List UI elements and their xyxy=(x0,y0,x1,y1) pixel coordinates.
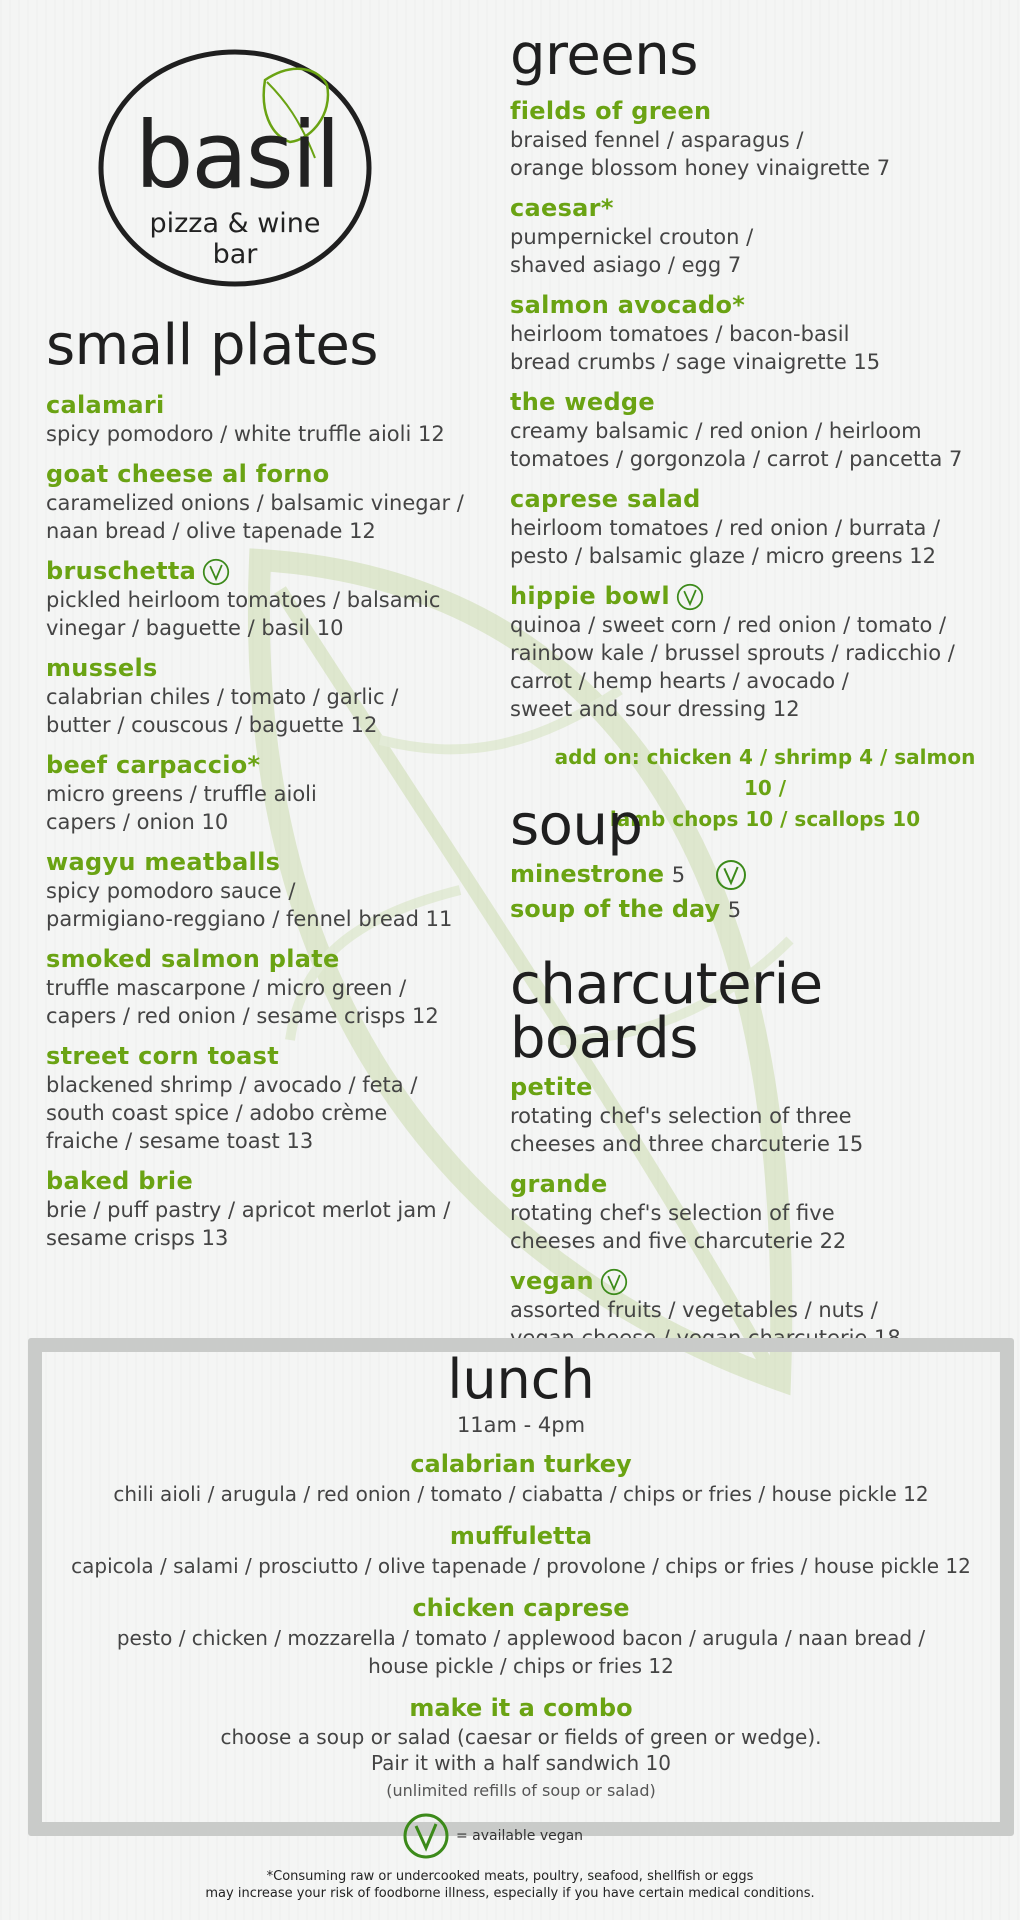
menu-item-name: beef carpaccio* xyxy=(46,751,261,779)
lunch-item-desc: chili aioli / arugula / red onion / tomato / ciabatta / chips or fries / house pickle 12 xyxy=(113,1482,929,1506)
vegan-icon xyxy=(600,1268,628,1296)
soup-item xyxy=(510,857,990,892)
disclaimer: *Consuming raw or undercooked meats, poultry, seafood, shellfish or eggs may increase your risk of foodborne illness, especially if you have certain medical conditions. xyxy=(205,1869,815,1901)
menu-item-desc: assorted fruits / vegetables / nuts / vegan cheese / vegan charcuterie 18 xyxy=(510,1298,901,1350)
menu-item-name-row xyxy=(46,390,486,420)
logo xyxy=(95,40,375,290)
add-on-line-1: add on: chicken 4 / shrimp 4 / salmon 10 / xyxy=(554,745,976,800)
lunch-hours: 11am - 4pm xyxy=(456,1413,586,1437)
combo-desc: choose a soup or salad (caesar or fields of green or wedge). Pair it with a half sandwich 10 xyxy=(220,1725,822,1775)
menu-item-name: grande xyxy=(510,1170,608,1198)
menu-item-name-row xyxy=(510,581,1010,611)
menu-item-desc: micro greens / truffle aioli capers / onion 10 xyxy=(46,782,317,834)
charcuterie-list xyxy=(510,1072,990,1363)
menu-item-name: baked brie xyxy=(46,1167,194,1195)
lunch-title: lunch xyxy=(447,1348,595,1411)
menu-item xyxy=(510,581,1010,723)
menu-item-name: wagyu meatballs xyxy=(46,848,281,876)
menu-item xyxy=(46,944,486,1030)
menu-item-name: the wedge xyxy=(510,388,655,416)
menu-item-name: fields of green xyxy=(510,97,712,125)
menu-item-name: bruschetta xyxy=(46,557,197,585)
charcuterie-title-line-1: charcuterie xyxy=(510,952,823,1017)
soup-item-name: minestrone xyxy=(510,860,665,888)
lunch-item-desc: pesto / chicken / mozzarella / tomato / applewood bacon / arugula / naan bread / house pickle / chips or fries 12 xyxy=(116,1626,926,1678)
menu-item-desc: brie / puff pastry / apricot merlot jam / sesame crisps 13 xyxy=(46,1198,451,1250)
menu-item-desc: rotating chef's selection of three cheeses and three charcuterie 15 xyxy=(510,1104,864,1156)
menu-item-name: caesar* xyxy=(510,194,614,222)
refill-note: (unlimited refills of soup or salad) xyxy=(386,1781,656,1800)
vegan-legend xyxy=(402,1812,583,1860)
menu-item-name: petite xyxy=(510,1073,593,1101)
soup-list xyxy=(510,857,990,927)
charcuterie-title-line-2: boards xyxy=(510,1006,698,1071)
lunch-list xyxy=(28,1448,1014,1680)
menu-item-name: street corn toast xyxy=(46,1042,279,1070)
menu-item-name-row xyxy=(510,96,1010,126)
vegan-icon xyxy=(402,1812,450,1860)
menu-item xyxy=(46,653,486,739)
soup-item-price: 5 xyxy=(671,863,686,887)
lunch-item-name: muffuletta xyxy=(449,1522,593,1550)
menu-item-name: salmon avocado* xyxy=(510,291,746,319)
menu-item xyxy=(510,1072,990,1158)
soup-item-price: 5 xyxy=(727,898,742,922)
menu-item xyxy=(510,193,1010,279)
menu-item-name-row xyxy=(46,944,486,974)
menu-item-name-row xyxy=(510,1169,990,1199)
menu-item-desc: rotating chef's selection of five cheeses and five charcuterie 22 xyxy=(510,1201,847,1253)
menu-item-name: vegan xyxy=(510,1267,594,1295)
menu-item xyxy=(46,750,486,836)
menu-item-name-row xyxy=(46,653,486,683)
menu-item-desc: creamy balsamic / red onion / heirloom tomatoes / gorgonzola / carrot / pancetta 7 xyxy=(510,419,963,471)
menu-item-name: hippie bowl xyxy=(510,582,670,610)
menu-item xyxy=(510,484,1010,570)
menu-item-name-row xyxy=(46,556,486,586)
menu-item-name: calamari xyxy=(46,391,165,419)
vegan-icon xyxy=(676,583,704,611)
greens-title: greens xyxy=(510,23,698,88)
menu-item-name: mussels xyxy=(46,654,158,682)
lunch-item-name: chicken caprese xyxy=(412,1594,630,1622)
small-plates-title: small plates xyxy=(46,313,378,378)
menu-item-name: goat cheese al forno xyxy=(46,460,330,488)
menu-item-name-row xyxy=(46,459,486,489)
menu-item-desc: caramelized onions / balsamic vinegar / naan bread / olive tapenade 12 xyxy=(46,491,464,543)
menu-item-name: caprese salad xyxy=(510,485,701,513)
menu-item xyxy=(510,387,1010,473)
menu-item xyxy=(510,290,1010,376)
lunch-item-name: calabrian turkey xyxy=(410,1450,632,1478)
menu-item-desc: braised fennel / asparagus / orange blossom honey vinaigrette 7 xyxy=(510,128,891,180)
logo-brand-name: basil xyxy=(135,102,339,209)
add-on-line-2: lamb chops 10 / scallops 10 xyxy=(609,807,921,831)
menu-item-desc: pickled heirloom tomatoes / balsamic vinegar / baguette / basil 10 xyxy=(46,588,441,640)
menu-item-name-row xyxy=(510,1266,990,1296)
menu-item xyxy=(46,1041,486,1155)
menu-item-desc: quinoa / sweet corn / red onion / tomato / rainbow kale / brussel sprouts / radicchio / carrot / hemp hearts / avocado / sweet and sour dressing 12 xyxy=(510,613,955,721)
menu-item-name-row xyxy=(46,1041,486,1071)
vegan-icon xyxy=(202,558,230,586)
legend-text: = available vegan xyxy=(456,1828,584,1844)
menu-item-name-row xyxy=(510,484,1010,514)
menu-item-name-row xyxy=(510,193,1010,223)
soup-item-name: soup of the day xyxy=(510,895,721,923)
menu-item-name-row xyxy=(46,847,486,877)
menu-item-name-row xyxy=(510,387,1010,417)
soup-title: soup xyxy=(510,793,643,858)
menu-item xyxy=(510,1169,990,1255)
menu-item-name-row xyxy=(510,1072,990,1102)
combo-name: make it a combo xyxy=(409,1694,633,1722)
menu-item xyxy=(46,847,486,933)
menu-item xyxy=(46,556,486,642)
menu-item xyxy=(510,96,1010,182)
menu-item xyxy=(46,390,486,448)
menu-item-desc: calabrian chiles / tomato / garlic / butter / couscous / baguette 12 xyxy=(46,685,399,737)
lunch-item-desc: capicola / salami / prosciutto / olive tapenade / provolone / chips or fries / house pickle 12 xyxy=(71,1554,971,1578)
menu-item-name: smoked salmon plate xyxy=(46,945,340,973)
menu-item-name-row xyxy=(46,750,486,780)
vegan-icon xyxy=(715,859,747,891)
menu-item-desc: blackened shrimp / avocado / feta / south coast spice / adobo crème fraiche / sesame toast 13 xyxy=(46,1073,418,1153)
soup-item xyxy=(510,892,990,927)
menu-item-desc: spicy pomodoro / white truffle aioli 12 xyxy=(46,422,445,446)
menu-item-desc: heirloom tomatoes / bacon-basil bread crumbs / sage vinaigrette 15 xyxy=(510,322,881,374)
menu-item-desc: truffle mascarpone / micro green / capers / red onion / sesame crisps 12 xyxy=(46,976,439,1028)
menu-item-name-row xyxy=(510,290,1010,320)
menu-item-desc: heirloom tomatoes / red onion / burrata / pesto / balsamic glaze / micro greens 12 xyxy=(510,516,941,568)
charcuterie-title xyxy=(510,952,823,1071)
menu-item-desc: pumpernickel crouton / shaved asiago / egg 7 xyxy=(510,225,754,277)
logo-subtitle: pizza & wine bar xyxy=(149,208,321,270)
menu-item-name-row xyxy=(46,1166,486,1196)
small-plates-list xyxy=(46,390,486,1263)
menu-item-desc: spicy pomodoro sauce / parmigiano-reggiano / fennel bread 11 xyxy=(46,879,453,931)
menu-item xyxy=(46,459,486,545)
lunch-section xyxy=(28,1350,1014,1806)
menu-item xyxy=(46,1166,486,1252)
greens-list xyxy=(510,96,1010,734)
